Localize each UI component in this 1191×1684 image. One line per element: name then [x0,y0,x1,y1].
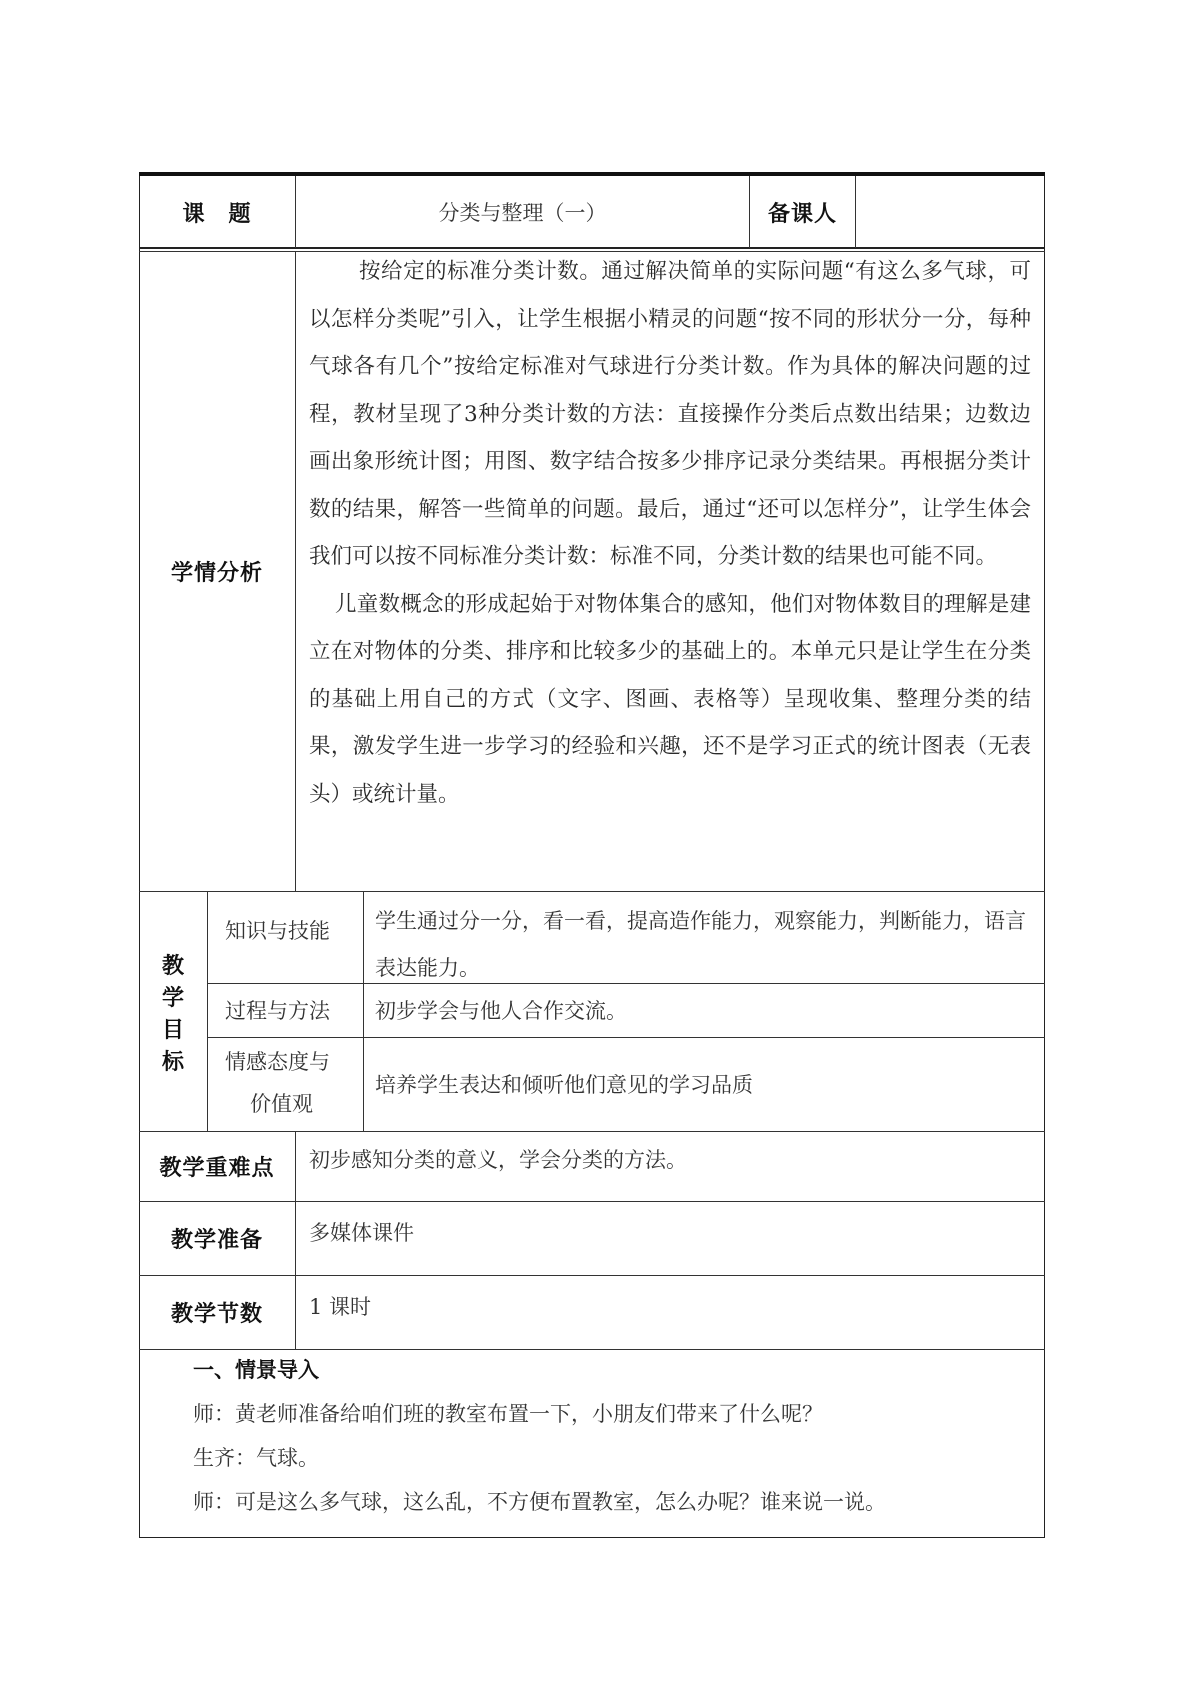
dialogue-line: 生齐：气球。 [193,1446,319,1470]
keypoints-label: 教学重难点 [159,1156,275,1181]
objectives-row-divider-2 [207,1037,1045,1038]
objectives-label-char: 目 [161,1018,184,1043]
objectives-col-divider-2 [363,891,364,1131]
objective-content-process: 初步学会与他人合作交流。 [375,999,627,1023]
periods-label: 教学节数 [170,1302,263,1327]
info-col-divider [295,1131,296,1349]
periods-value: 1 课时 [309,1295,372,1319]
keypoints-value: 初步感知分类的意义，学会分类的方法。 [309,1148,687,1172]
preparation-value: 多媒体课件 [309,1221,414,1245]
preparation-label: 教学准备 [170,1228,263,1253]
objectives-label-char: 标 [161,1050,184,1075]
analysis-bottom-divider [139,891,1045,892]
preparer-value [856,176,1045,248]
dialogue-line: 师：可是这么多气球，这么乱，不方便布置教室，怎么办呢？谁来说一说。 [193,1490,886,1514]
objective-name-knowledge: 知识与技能 [225,919,330,943]
analysis-paragraph-2: 儿童数概念的形成起始于对物体集合的感知，他们对物体数目的理解是建立在对物体的分类、排序和比较多少的基础上的。本单元只是让学生在分类的基础上用自己的方式（文字、图画、表格等）呈现收集、整理分类的结果，激发学生进一步学习的经验和兴趣，还不是学习正式的统计图表（无表头）或统计量。 [309,591,1031,807]
objectives-label [139,895,207,1135]
objective-content-attitude: 培养学生表达和倾听他们意见的学习品质 [375,1073,753,1097]
preparer-label: 备课人 [767,201,837,227]
objectives-label-char: 教 [161,954,184,979]
analysis-text [309,248,1031,818]
objectives-label-char: 学 [161,986,184,1011]
objectives-col-divider-1 [207,891,208,1131]
section-title-intro: 一、情景导入 [193,1358,319,1382]
objective-content-knowledge: 学生通过分一分，看一看，提高造作能力，观察能力，判断能力，语言表达能力。 [375,909,1026,980]
objective-name-attitude-line1: 情感态度与 [225,1050,330,1074]
analysis-paragraph-1: 按给定的标准分类计数。通过解决简单的实际问题“有这么多气球，可以怎样分类呢”引入，让学生根据小精灵的问题“按不同的形状分一分，每种气球各有几个”按给定标准对气球进行分类计数。作为具体的解决问题的过程，教材呈现了3种分类计数的方法：直接操作分类后点数出结果；边数边画出象形统计图；用图、数字结合按多少排序记录分类结果。再根据分类计数的结果，解答一些简单的问题。最后，通过“还可以怎样分”，让学生体会我们可以按不同标准分类计数：标准不同，分类计数的结果也可能不同。 [309,259,1031,569]
analysis-label: 学情分析 [170,561,263,586]
analysis-col-divider [295,251,296,891]
objective-name-process: 过程与方法 [225,999,330,1023]
objective-name-attitude-line2: 价值观 [250,1092,313,1116]
topic-value: 分类与整理（一） [438,201,607,225]
topic-label: 课 题 [182,201,252,227]
dialogue-line: 师：黄老师准备给咱们班的教室布置一下，小朋友们带来了什么呢？ [193,1402,823,1426]
